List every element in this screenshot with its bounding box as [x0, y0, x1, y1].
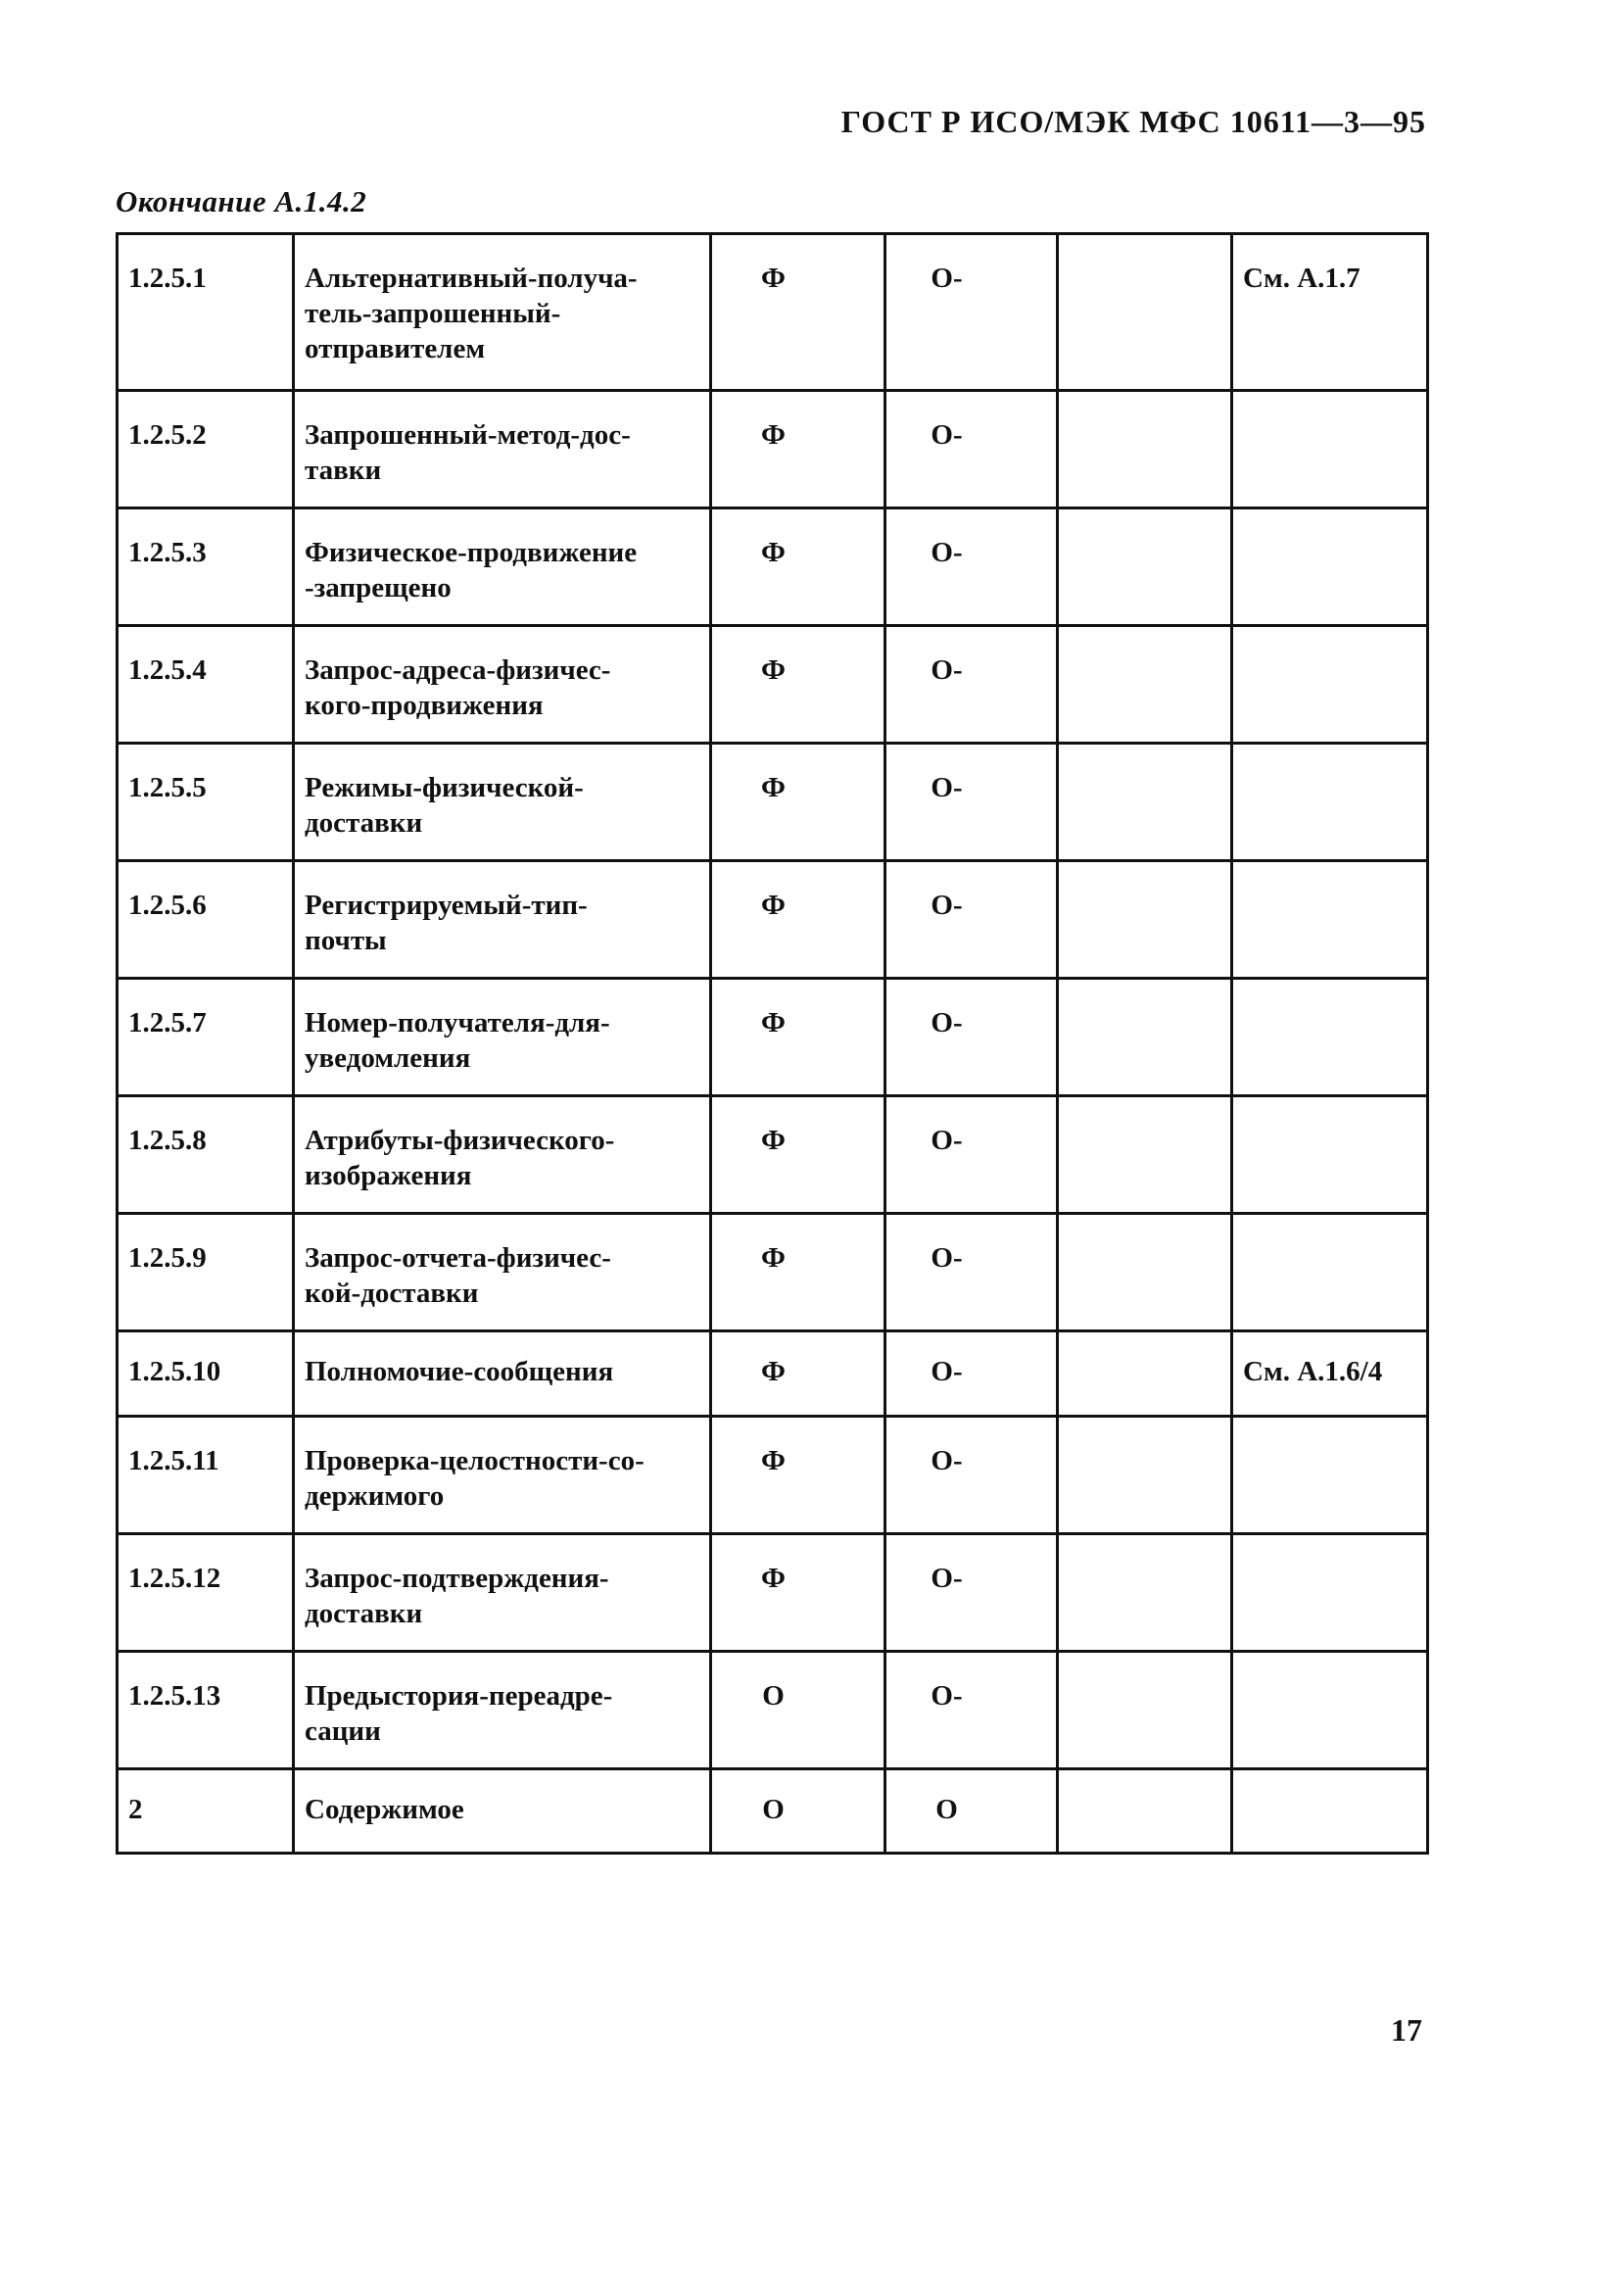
status-text: Ф [761, 654, 786, 686]
name-cell [294, 234, 711, 391]
table-row [118, 1417, 1428, 1534]
profile-text: О- [931, 1242, 963, 1274]
table-row [118, 508, 1428, 626]
status-cell [711, 1417, 885, 1534]
name-text: Номер-получателя-для- уведомления [305, 1007, 610, 1074]
table-row [118, 234, 1428, 391]
profile-cell [885, 234, 1058, 391]
profile-text: О [935, 1794, 958, 1825]
ref-text: 2 [128, 1794, 143, 1825]
ref-cell [118, 626, 294, 744]
status-cell [711, 1331, 885, 1417]
name-cell [294, 979, 711, 1096]
ref-cell [118, 1214, 294, 1331]
ref-cell [118, 1769, 294, 1854]
name-text: Запрос-отчета-физичес- кой-доставки [305, 1242, 611, 1309]
status-text: О [762, 1794, 785, 1825]
extra-cell [1058, 1652, 1232, 1769]
profile-text: О- [931, 1445, 963, 1476]
profile-cell [885, 1331, 1058, 1417]
status-text: Ф [761, 1007, 786, 1038]
note-cell [1232, 1417, 1428, 1534]
profile-cell [885, 1769, 1058, 1854]
ref-cell [118, 1652, 294, 1769]
extra-cell [1058, 1769, 1232, 1854]
table-row [118, 626, 1428, 744]
extra-cell [1058, 508, 1232, 626]
name-text: Атрибуты-физического- изображения [305, 1125, 615, 1191]
status-text: О [762, 1680, 785, 1712]
ref-text: 1.2.5.10 [128, 1356, 221, 1387]
name-text: Полномочие-сообщения [305, 1356, 614, 1387]
extra-cell [1058, 1096, 1232, 1214]
note-text: См. А.1.7 [1243, 263, 1361, 294]
note-text: См. А.1.6/4 [1243, 1356, 1383, 1387]
name-text: Запрос-адреса-физичес- кого-продвижения [305, 654, 611, 721]
extra-cell [1058, 391, 1232, 508]
profile-text: О- [931, 419, 963, 451]
name-text: Запрос-подтверждения- доставки [305, 1563, 609, 1629]
profile-cell [885, 1214, 1058, 1331]
profile-text: О- [931, 772, 963, 803]
table-row [118, 1534, 1428, 1652]
status-text: Ф [761, 263, 786, 294]
profile-text: О- [931, 890, 963, 921]
status-cell [711, 508, 885, 626]
ref-text: 1.2.5.12 [128, 1563, 221, 1594]
name-cell [294, 1652, 711, 1769]
profile-cell [885, 979, 1058, 1096]
ref-cell [118, 1096, 294, 1214]
status-text: Ф [761, 1445, 786, 1476]
table-row [118, 1331, 1428, 1417]
status-text: Ф [761, 1356, 786, 1387]
ref-cell [118, 508, 294, 626]
profile-text: О- [931, 1680, 963, 1712]
ref-text: 1.2.5.4 [128, 654, 207, 686]
table-row [118, 979, 1428, 1096]
name-text: Запрошенный-метод-дос- тавки [305, 419, 631, 486]
name-text: Регистрируемый-тип- почты [305, 890, 588, 956]
table-row [118, 744, 1428, 861]
status-cell [711, 861, 885, 979]
name-cell [294, 744, 711, 861]
note-cell [1232, 1331, 1428, 1417]
name-cell [294, 861, 711, 979]
status-cell [711, 979, 885, 1096]
ref-cell [118, 861, 294, 979]
profile-text: О- [931, 537, 963, 568]
status-cell [711, 1096, 885, 1214]
table-continuation-label: Окончание А.1.4.2 [116, 184, 367, 218]
profile-cell [885, 508, 1058, 626]
status-cell [711, 1534, 885, 1652]
ref-cell [118, 979, 294, 1096]
note-cell [1232, 234, 1428, 391]
profile-cell [885, 861, 1058, 979]
note-cell [1232, 979, 1428, 1096]
ref-text: 1.2.5.1 [128, 263, 207, 294]
table-row [118, 1652, 1428, 1769]
ref-cell [118, 1534, 294, 1652]
ref-text: 1.2.5.3 [128, 537, 207, 568]
name-cell [294, 626, 711, 744]
name-cell [294, 391, 711, 508]
ref-text: 1.2.5.2 [128, 419, 207, 451]
name-cell [294, 1417, 711, 1534]
spec-table [116, 232, 1429, 1855]
name-cell [294, 1534, 711, 1652]
ref-cell [118, 1417, 294, 1534]
profile-cell [885, 1534, 1058, 1652]
ref-cell [118, 1331, 294, 1417]
status-text: Ф [761, 772, 786, 803]
table-row [118, 1096, 1428, 1214]
note-cell [1232, 744, 1428, 861]
ref-text: 1.2.5.8 [128, 1125, 207, 1156]
note-cell [1232, 1096, 1428, 1214]
status-text: Ф [761, 537, 786, 568]
ref-text: 1.2.5.9 [128, 1242, 207, 1274]
status-text: Ф [761, 419, 786, 451]
document-header: ГОСТ Р ИСО/МЭК МФС 10611—3—95 [840, 104, 1426, 139]
ref-cell [118, 234, 294, 391]
name-cell [294, 1769, 711, 1854]
profile-cell [885, 744, 1058, 861]
ref-cell [118, 744, 294, 861]
name-text: Альтернативный-получа- тель-запрошенный- отправителем [305, 263, 638, 364]
profile-text: О- [931, 1563, 963, 1594]
note-cell [1232, 508, 1428, 626]
extra-cell [1058, 744, 1232, 861]
table-row [118, 1769, 1428, 1854]
name-cell [294, 1214, 711, 1331]
status-cell [711, 391, 885, 508]
status-cell [711, 234, 885, 391]
name-cell [294, 1331, 711, 1417]
table-row [118, 391, 1428, 508]
profile-cell [885, 1652, 1058, 1769]
note-cell [1232, 626, 1428, 744]
ref-text: 1.2.5.11 [128, 1445, 219, 1476]
profile-cell [885, 391, 1058, 508]
ref-text: 1.2.5.6 [128, 890, 207, 921]
extra-cell [1058, 1534, 1232, 1652]
status-text: Ф [761, 890, 786, 921]
profile-text: О- [931, 263, 963, 294]
extra-cell [1058, 979, 1232, 1096]
ref-text: 1.2.5.5 [128, 772, 207, 803]
name-text: Проверка-целостности-со- держимого [305, 1445, 645, 1512]
note-cell [1232, 391, 1428, 508]
profile-cell [885, 626, 1058, 744]
extra-cell [1058, 1214, 1232, 1331]
profile-cell [885, 1417, 1058, 1534]
status-cell [711, 744, 885, 861]
note-cell [1232, 861, 1428, 979]
name-text: Предыстория-переадре- сации [305, 1680, 613, 1747]
ref-text: 1.2.5.7 [128, 1007, 207, 1038]
extra-cell [1058, 1417, 1232, 1534]
name-text: Физическое-продвижение -запрещено [305, 537, 638, 603]
note-cell [1232, 1769, 1428, 1854]
extra-cell [1058, 861, 1232, 979]
extra-cell [1058, 234, 1232, 391]
status-cell [711, 1769, 885, 1854]
profile-text: О- [931, 654, 963, 686]
table-row [118, 1214, 1428, 1331]
profile-text: О- [931, 1356, 963, 1387]
profile-text: О- [931, 1125, 963, 1156]
name-cell [294, 508, 711, 626]
extra-cell [1058, 1331, 1232, 1417]
status-text: Ф [761, 1125, 786, 1156]
note-cell [1232, 1534, 1428, 1652]
ref-text: 1.2.5.13 [128, 1680, 221, 1712]
status-text: Ф [761, 1242, 786, 1274]
ref-cell [118, 391, 294, 508]
status-text: Ф [761, 1563, 786, 1594]
profile-cell [885, 1096, 1058, 1214]
page-number: 17 [1391, 2012, 1422, 2048]
profile-text: О- [931, 1007, 963, 1038]
status-cell [711, 1214, 885, 1331]
spec-table-body [118, 234, 1428, 1854]
name-text: Режимы-физической- доставки [305, 772, 584, 839]
extra-cell [1058, 626, 1232, 744]
name-text: Содержимое [305, 1794, 464, 1825]
status-cell [711, 1652, 885, 1769]
note-cell [1232, 1214, 1428, 1331]
table-row [118, 861, 1428, 979]
name-cell [294, 1096, 711, 1214]
status-cell [711, 626, 885, 744]
note-cell [1232, 1652, 1428, 1769]
